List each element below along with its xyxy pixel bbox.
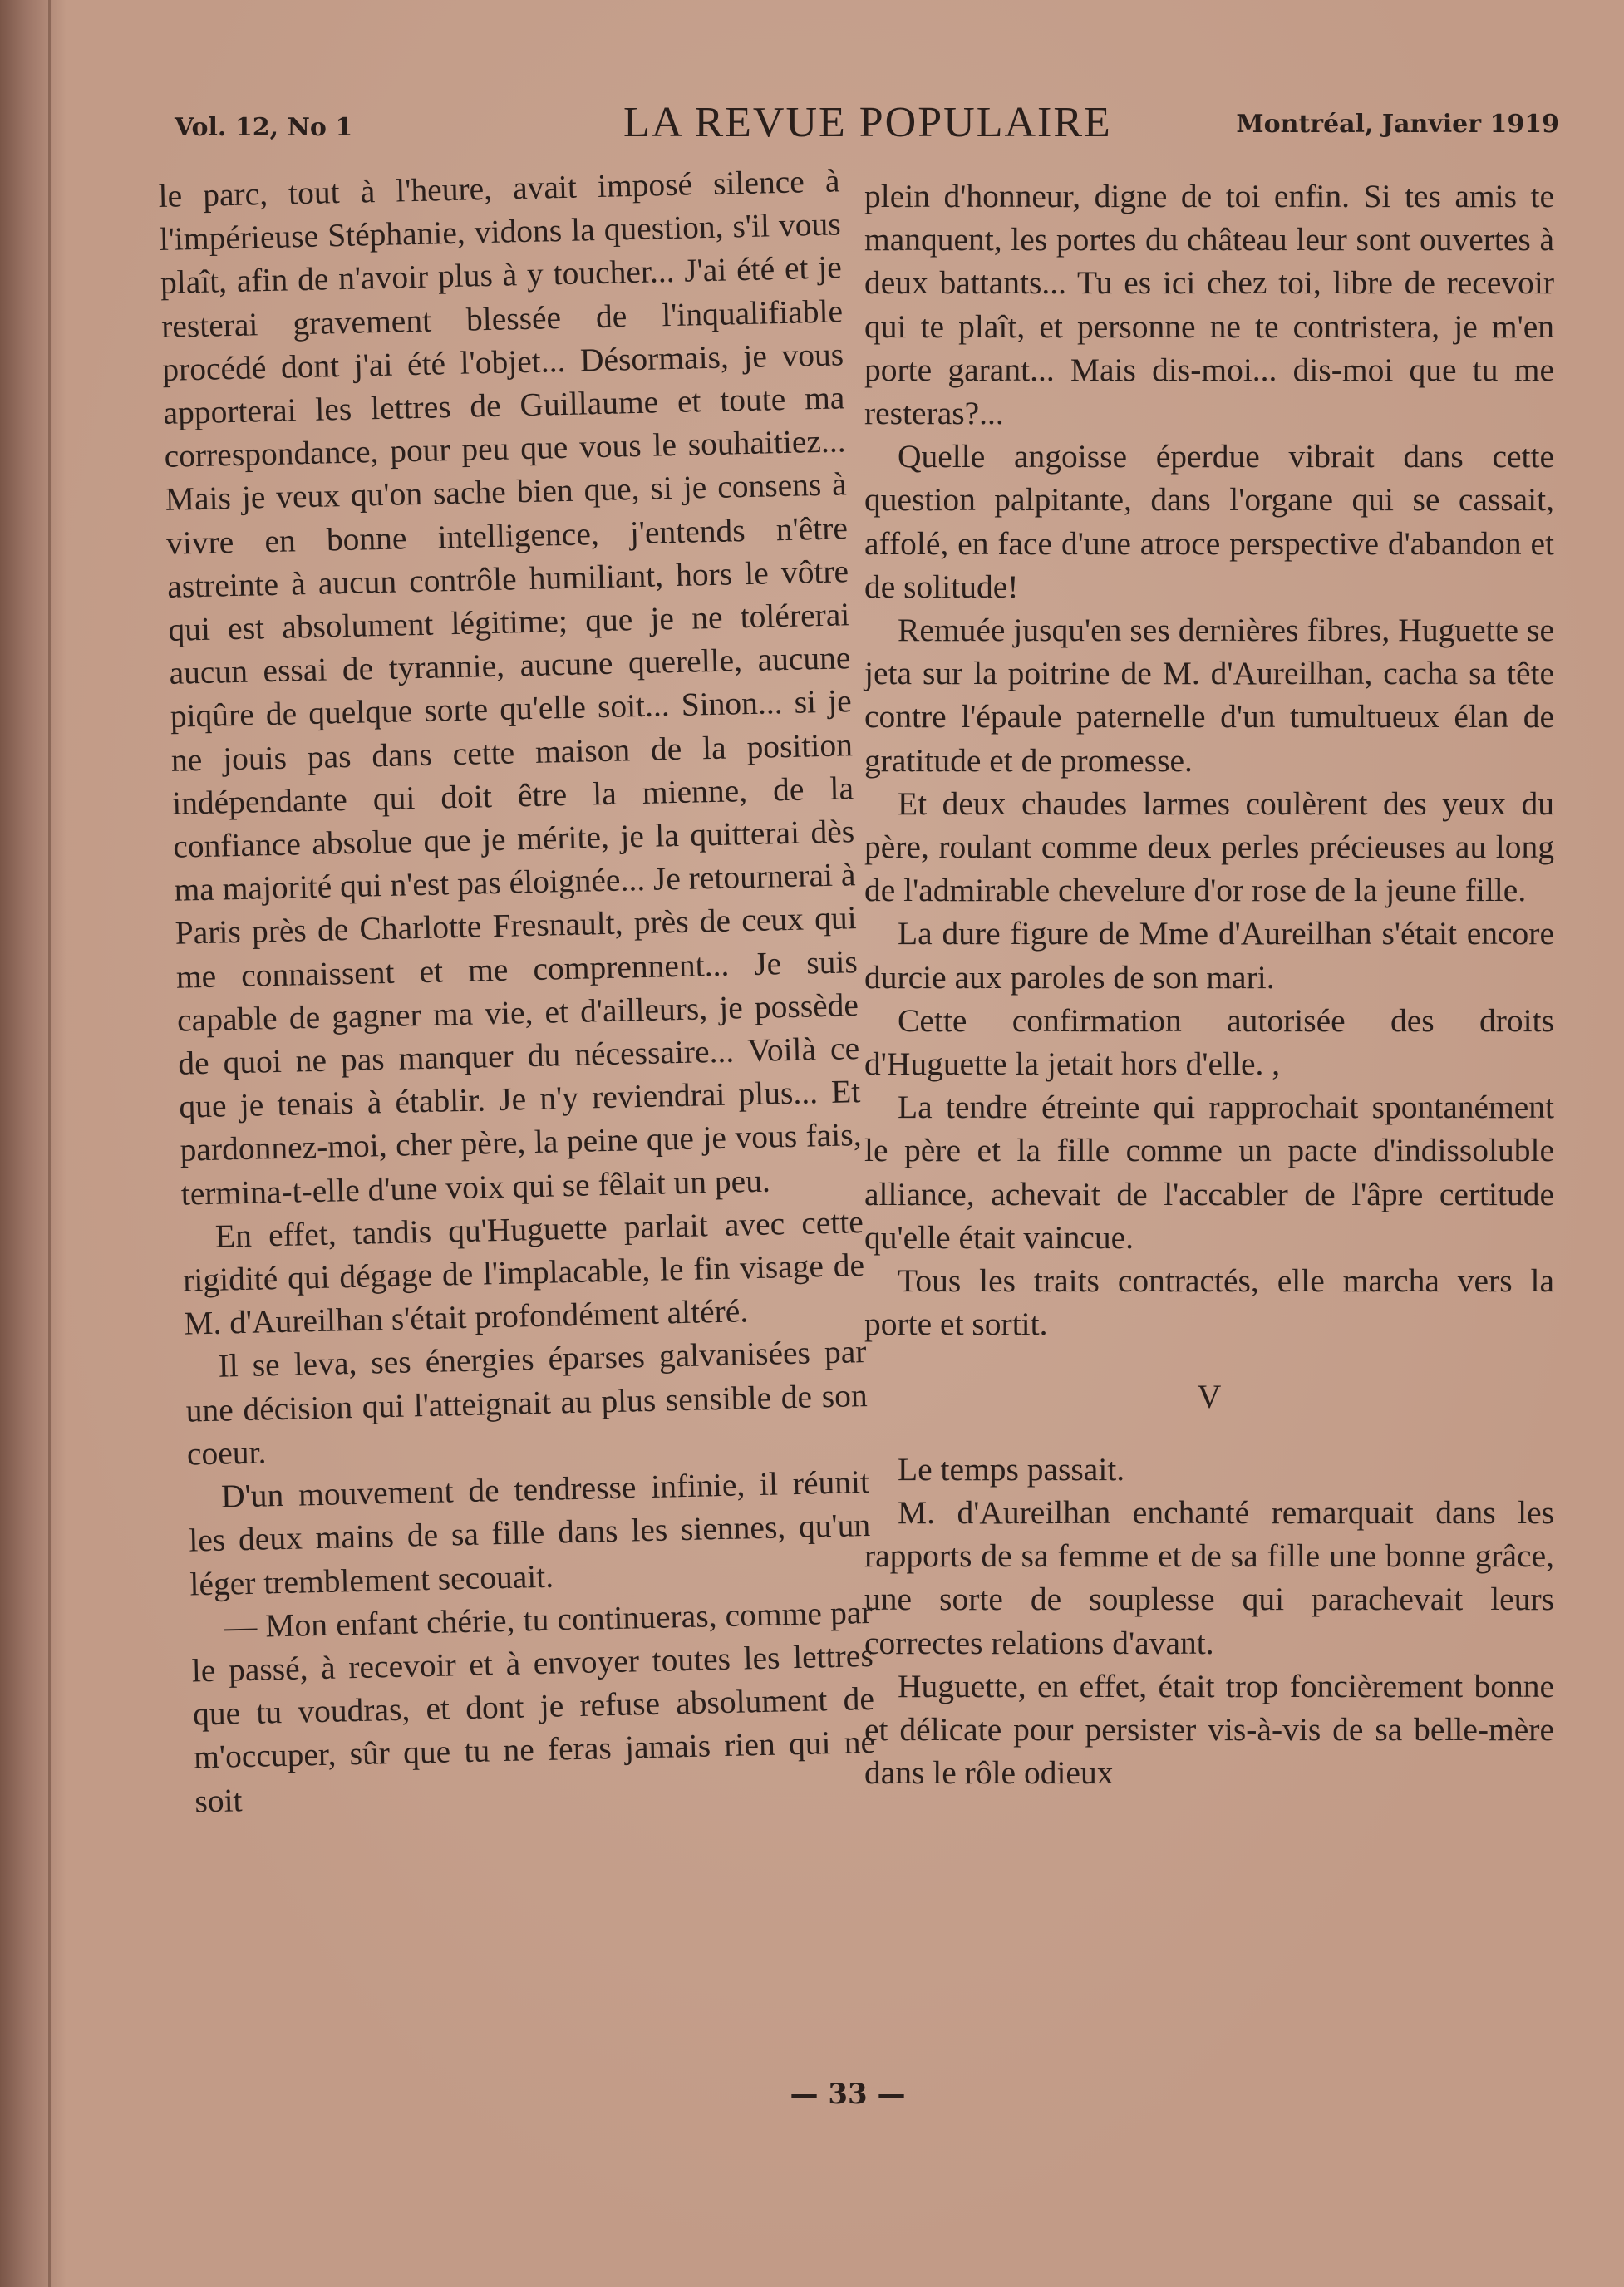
journal-title: LA REVUE POPULAIRE — [623, 99, 1112, 146]
paragraph: Huguette, en effet, était trop foncièrement bonne et délicate pour persister vis-à-vis de sa belle-mère dans le rôle odieux — [864, 1667, 1554, 1792]
binding-edge — [48, 0, 51, 2287]
paragraph: M. d'Aureilhan enchanté remarquait dans les rapports de sa femme et de sa fille une bonne grâce, une sorte de souplesse qui parachevait leurs correctes relations d'avant. — [864, 1493, 1554, 1661]
paragraph: Remuée jusqu'en ses dernières fibres, Huguette se jeta sur la poitrine de M. d'Aureilhan, cacha sa tête contre l'épaule paternelle d'un tumultueux élan de gratitude et de promesse. — [864, 612, 1554, 779]
paragraph: plein d'honneur, digne de toi enfin. Si tes amis te manquent, les portes du château leur sont ouvertes à deux battants... Tu es ici chez toi, libre de recevoir qui te plaît, et personne ne te contristera, je m'en porte garant... Mais dis-moi... dis-moi que tu me resteras?... — [864, 178, 1554, 432]
right-text-column — [864, 175, 1554, 1794]
page-number: — 33 — — [790, 2078, 906, 2111]
volume-number: Vol. 12, No 1 — [175, 113, 353, 142]
section-heading: V — [1197, 1378, 1222, 1416]
running-header — [175, 98, 1559, 156]
paragraph: Cette confirmation autorisée des droits d'Huguette la jetait hors d'elle. , — [864, 1001, 1554, 1083]
binding-gutter — [0, 0, 66, 2287]
paragraph: En effet, tandis qu'Huguette parlait avec cette rigidité qui dégage de l'implacable, le fin visage de M. d'Aureilhan s'était profondément altéré. — [182, 1203, 865, 1342]
paragraph: Le temps passait. — [898, 1450, 1125, 1488]
paragraph: Il se leva, ses énergies éparses galvanisées par une décision qui l'atteignait au plus sensible de son coeur. — [185, 1333, 869, 1473]
paragraph: Tous les traits contractés, elle marcha vers la porte et sortit. — [864, 1262, 1554, 1343]
paragraph: La dure figure de Mme d'Aureilhan s'était encore durcie aux paroles de son mari. — [864, 915, 1554, 996]
paragraph: — Mon enfant chérie, tu continueras, comme par le passé, à recevoir et à envoyer toutes les lettres que tu voudras, et dont je refuse absolument de m'occuper, sûr que tu ne feras jamais rien qui ne soit — [191, 1593, 876, 1820]
paragraph: Et deux chaudes larmes coulèrent des yeux du père, roulant comme deux perles précieuses au long de l'admirable chevelure d'or rose de la jeune fille. — [864, 784, 1554, 909]
left-text-column — [158, 159, 877, 1822]
paragraph: Quelle angoisse éperdue vibrait dans cette question palpitante, dans l'organe qui se cassait, affolé, en face d'une atroce perspective d'abandon et de solitude! — [864, 438, 1554, 605]
paragraph: le parc, tout à l'heure, avait imposé silence à l'impérieuse Stéphanie, vidons la question, s'il vous plaît, afin de n'avoir plus à y toucher... J'ai été et je resterai gravement blessée de l'inqualifiable procédé dont j'ai été l'objet... Désormais, je vous apporterai les lettres de Guillaume et toute ma correspondance, pour peu que vous le souhaitiez... Mais je veux qu'on sache bien que, si je consens à vivre en bonne intelligence, j'entends n'être astreinte à aucun contrôle humiliant, hors le vôtre qui est absolument légitime; que je ne tolérerai aucun essai de tyrannie, aucune querelle, aucune piqûre de quelque sorte qu'elle soit... Sinon... si je ne jouis pas dans cette maison de la position indépendante qui doit être la mienne, de la confiance absolue que je mérite, je la quitterai dès ma majorité qui n'est pas éloignée... Je retournerai à Paris près de Charlotte Fresnault, près de ceux qui me connaissent et me comprennent... Je suis capable de gagner ma vie, et d'ailleurs, je possède de quoi ne pas manquer du nécessaire... Voilà ce que je tenais à établir. Je n'y reviendrai plus... Et pardonnez-moi, cher père, la peine que je vous fais, termina-t-elle d'une voix qui se fêlait un peu. — [158, 162, 862, 1212]
paragraph: D'un mouvement de tendresse infinie, il réunit les deux mains de sa fille dans les siennes, qu'un léger tremblement secouait. — [188, 1463, 871, 1603]
issue-date: Montréal, Janvier 1919 — [1236, 110, 1559, 139]
paragraph: La tendre étreinte qui rapprochait spontanément le père et la fille comme un pacte d'indissoluble alliance, achevait de l'accabler de l'âpre certitude qu'elle était vaincue. — [864, 1089, 1554, 1256]
